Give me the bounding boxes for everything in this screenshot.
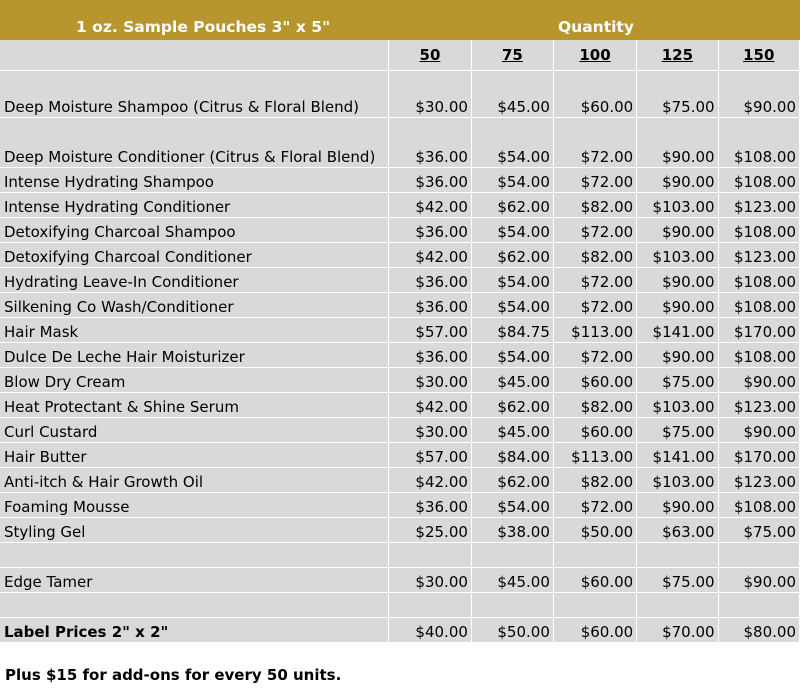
price-cell: $90.00	[718, 71, 799, 118]
price-cell: $57.00	[388, 318, 471, 343]
price-cell: $108.00	[718, 343, 799, 368]
price-cell: $75.00	[637, 418, 718, 443]
price-cell: $62.00	[471, 468, 553, 493]
price-cell: $36.00	[388, 343, 471, 368]
price-cell: $90.00	[637, 268, 718, 293]
price-cell: $60.00	[553, 368, 636, 393]
table-row	[0, 71, 800, 118]
price-cell: $54.00	[471, 493, 553, 518]
price-cell: $84.00	[471, 443, 553, 468]
price-cell: $103.00	[637, 193, 718, 218]
price-cell: $30.00	[388, 71, 471, 118]
product-name: Silkening Co Wash/Conditioner	[0, 293, 388, 318]
price-cell: $54.00	[471, 293, 553, 318]
price-cell: $90.00	[637, 168, 718, 193]
price-cell: $42.00	[388, 243, 471, 268]
table-row	[0, 368, 800, 393]
label-prices-row	[0, 618, 800, 643]
price-cell: $42.00	[388, 468, 471, 493]
price-cell: $103.00	[637, 468, 718, 493]
price-cell: $50.00	[471, 618, 553, 643]
price-cell: $54.00	[471, 343, 553, 368]
product-name: Intense Hydrating Shampoo	[0, 168, 388, 193]
price-cell: $82.00	[553, 468, 636, 493]
price-cell: $45.00	[471, 418, 553, 443]
price-cell: $90.00	[637, 218, 718, 243]
price-cell: $108.00	[718, 493, 799, 518]
price-cell: $90.00	[637, 293, 718, 318]
price-cell: $60.00	[553, 418, 636, 443]
price-cell: $36.00	[388, 118, 471, 168]
price-cell: $45.00	[471, 71, 553, 118]
price-cell: $54.00	[471, 218, 553, 243]
table-row	[0, 468, 800, 493]
product-name: Anti-itch & Hair Growth Oil	[0, 468, 388, 493]
column-header-blank	[0, 40, 388, 71]
price-cell: $72.00	[553, 293, 636, 318]
table-row	[0, 243, 800, 268]
column-header-125: 125	[637, 40, 718, 71]
price-cell: $42.00	[388, 193, 471, 218]
product-name: Detoxifying Charcoal Shampoo	[0, 218, 388, 243]
price-cell: $82.00	[553, 243, 636, 268]
price-cell: $75.00	[718, 518, 799, 543]
price-cell: $60.00	[553, 568, 636, 593]
price-cell: $82.00	[553, 393, 636, 418]
price-cell: $45.00	[471, 368, 553, 393]
product-name: Curl Custard	[0, 418, 388, 443]
table-row	[0, 118, 800, 168]
price-cell: $90.00	[637, 118, 718, 168]
price-cell: $82.00	[553, 193, 636, 218]
price-cell: $141.00	[637, 318, 718, 343]
price-cell: $108.00	[718, 268, 799, 293]
price-cell: $72.00	[553, 268, 636, 293]
price-cell: $103.00	[637, 243, 718, 268]
price-cell: $50.00	[553, 518, 636, 543]
column-header-100: 100	[553, 40, 636, 71]
price-cell: $25.00	[388, 518, 471, 543]
price-cell: $30.00	[388, 568, 471, 593]
label-prices-name: Label Prices 2" x 2"	[0, 618, 388, 643]
price-cell: $75.00	[637, 71, 718, 118]
table-row	[0, 293, 800, 318]
price-cell: $170.00	[718, 443, 799, 468]
price-cell: $108.00	[718, 293, 799, 318]
price-cell: $90.00	[637, 343, 718, 368]
product-name: Hair Butter	[0, 443, 388, 468]
price-cell: $103.00	[637, 393, 718, 418]
price-cell: $123.00	[718, 393, 799, 418]
price-cell: $36.00	[388, 168, 471, 193]
price-cell: $62.00	[471, 193, 553, 218]
product-name: Deep Moisture Conditioner (Citrus & Floral Blend)	[0, 118, 388, 168]
price-cell: $123.00	[718, 193, 799, 218]
product-name: Styling Gel	[0, 518, 388, 543]
product-name: Deep Moisture Shampoo (Citrus & Floral Blend)	[0, 71, 388, 118]
price-cell: $40.00	[388, 618, 471, 643]
price-cell: $36.00	[388, 218, 471, 243]
price-cell: $62.00	[471, 393, 553, 418]
price-cell: $42.00	[388, 393, 471, 418]
price-cell: $57.00	[388, 443, 471, 468]
table-row	[0, 318, 800, 343]
product-name: Blow Dry Cream	[0, 368, 388, 393]
quantity-label: Quantity	[558, 18, 634, 36]
price-cell: $90.00	[718, 368, 799, 393]
product-name: Heat Protectant & Shine Serum	[0, 393, 388, 418]
price-cell: $113.00	[553, 443, 636, 468]
price-cell: $75.00	[637, 568, 718, 593]
price-cell: $72.00	[553, 118, 636, 168]
table-row	[0, 268, 800, 293]
spacer-row	[0, 593, 800, 618]
price-table	[0, 40, 800, 643]
product-name: Edge Tamer	[0, 568, 388, 593]
table-row	[0, 193, 800, 218]
product-name: Hair Mask	[0, 318, 388, 343]
price-cell: $170.00	[718, 318, 799, 343]
price-cell: $54.00	[471, 268, 553, 293]
price-cell: $63.00	[637, 518, 718, 543]
price-cell: $36.00	[388, 493, 471, 518]
table-row	[0, 568, 800, 593]
product-name: Dulce De Leche Hair Moisturizer	[0, 343, 388, 368]
product-name: Hydrating Leave-In Conditioner	[0, 268, 388, 293]
price-cell: $36.00	[388, 293, 471, 318]
price-cell: $108.00	[718, 118, 799, 168]
price-cell: $141.00	[637, 443, 718, 468]
price-cell: $72.00	[553, 343, 636, 368]
table-row	[0, 343, 800, 368]
price-cell: $123.00	[718, 243, 799, 268]
price-cell: $45.00	[471, 568, 553, 593]
table-row	[0, 443, 800, 468]
price-cell: $108.00	[718, 168, 799, 193]
table-row	[0, 518, 800, 543]
price-cell: $54.00	[471, 168, 553, 193]
price-cell: $30.00	[388, 368, 471, 393]
table-row	[0, 393, 800, 418]
price-cell: $72.00	[553, 218, 636, 243]
price-cell: $108.00	[718, 218, 799, 243]
price-cell: $72.00	[553, 168, 636, 193]
price-cell: $80.00	[718, 618, 799, 643]
price-cell: $75.00	[637, 368, 718, 393]
add-on-footnote: Plus $15 for add-ons for every 50 units.	[5, 666, 342, 684]
price-cell: $38.00	[471, 518, 553, 543]
column-header-50: 50	[388, 40, 471, 71]
price-cell: $90.00	[637, 493, 718, 518]
product-name: Detoxifying Charcoal Conditioner	[0, 243, 388, 268]
price-cell: $62.00	[471, 243, 553, 268]
price-cell: $36.00	[388, 268, 471, 293]
product-name: Foaming Mousse	[0, 493, 388, 518]
product-name: Intense Hydrating Conditioner	[0, 193, 388, 218]
price-cell: $84.75	[471, 318, 553, 343]
column-header-150: 150	[718, 40, 799, 71]
sheet-title: 1 oz. Sample Pouches 3" x 5"	[76, 18, 331, 36]
table-row	[0, 168, 800, 193]
price-cell: $90.00	[718, 418, 799, 443]
price-cell: $70.00	[637, 618, 718, 643]
column-header-row	[0, 40, 800, 71]
table-row	[0, 418, 800, 443]
price-cell: $113.00	[553, 318, 636, 343]
price-cell: $72.00	[553, 493, 636, 518]
table-row	[0, 493, 800, 518]
header-bar	[0, 0, 800, 40]
table-row	[0, 218, 800, 243]
price-cell: $60.00	[553, 71, 636, 118]
price-cell: $30.00	[388, 418, 471, 443]
price-cell: $54.00	[471, 118, 553, 168]
price-cell: $123.00	[718, 468, 799, 493]
column-header-75: 75	[471, 40, 553, 71]
price-cell: $60.00	[553, 618, 636, 643]
spacer-row	[0, 543, 800, 568]
price-cell: $90.00	[718, 568, 799, 593]
